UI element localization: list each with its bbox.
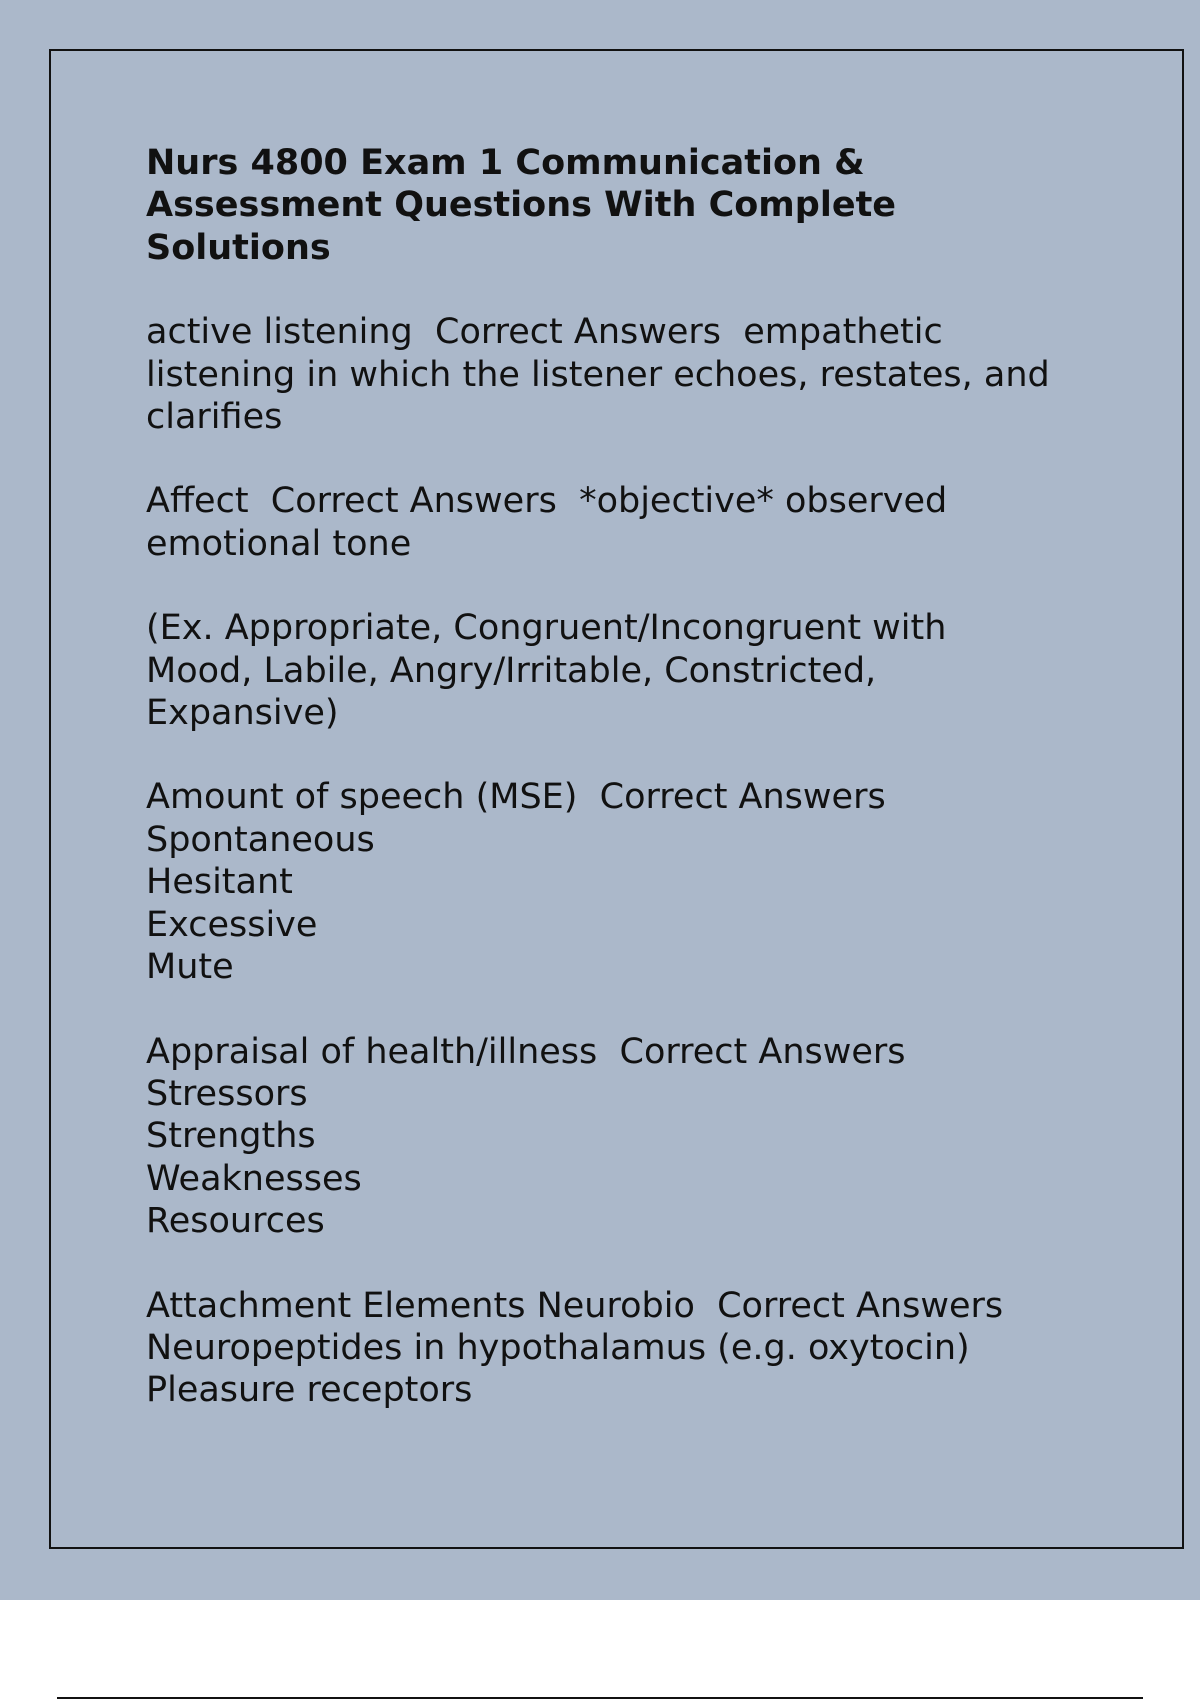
entry-line: Spontaneous: [146, 819, 375, 860]
bottom-divider: [57, 1697, 1143, 1699]
entry-line: Hesitant: [146, 862, 293, 903]
entry-line: Resources: [146, 1201, 325, 1242]
entry-line: Neuropeptides in hypothalamus (e.g. oxytocin): [146, 1327, 970, 1368]
document-title: Nurs 4800 Exam 1 Communication & Assessment Questions With Complete Solutions: [146, 143, 897, 268]
entry-appraisal-health: [146, 1031, 1106, 1243]
entry-line: emotional tone: [146, 523, 412, 564]
entry-line: Pleasure receptors: [146, 1370, 473, 1411]
entry-line: Amount of speech (MSE) Correct Answers: [146, 777, 886, 818]
entry-line: (Ex. Appropriate, Congruent/Incongruent with: [146, 608, 947, 649]
entry-line: Expansive): [146, 693, 339, 734]
entry-line: active listening Correct Answers empathetic: [146, 312, 943, 353]
entry-line: Mood, Labile, Angry/Irritable, Constricted,: [146, 650, 877, 691]
entry-attachment-neurobio: [146, 1285, 1106, 1412]
entry-active-listening: [146, 311, 1106, 438]
entry-line: Affect Correct Answers *objective* observed: [146, 481, 948, 522]
entry-line: Stressors: [146, 1073, 308, 1114]
entry-amount-of-speech: [146, 776, 1106, 988]
entry-line: Excessive: [146, 904, 318, 945]
entry-line: Weaknesses: [146, 1158, 362, 1199]
entry-line: Appraisal of health/illness Correct Answers: [146, 1031, 906, 1072]
entry-line: listening in which the listener echoes, restates, and: [146, 354, 1050, 395]
document-content: [146, 142, 1106, 1454]
entry-line: clarifies: [146, 397, 283, 438]
entry-line: Attachment Elements Neurobio Correct Answers: [146, 1285, 1004, 1326]
entry-line: Strengths: [146, 1116, 316, 1157]
entry-affect-examples: [146, 607, 1106, 734]
entry-affect: [146, 480, 1106, 565]
entry-line: Mute: [146, 947, 234, 988]
